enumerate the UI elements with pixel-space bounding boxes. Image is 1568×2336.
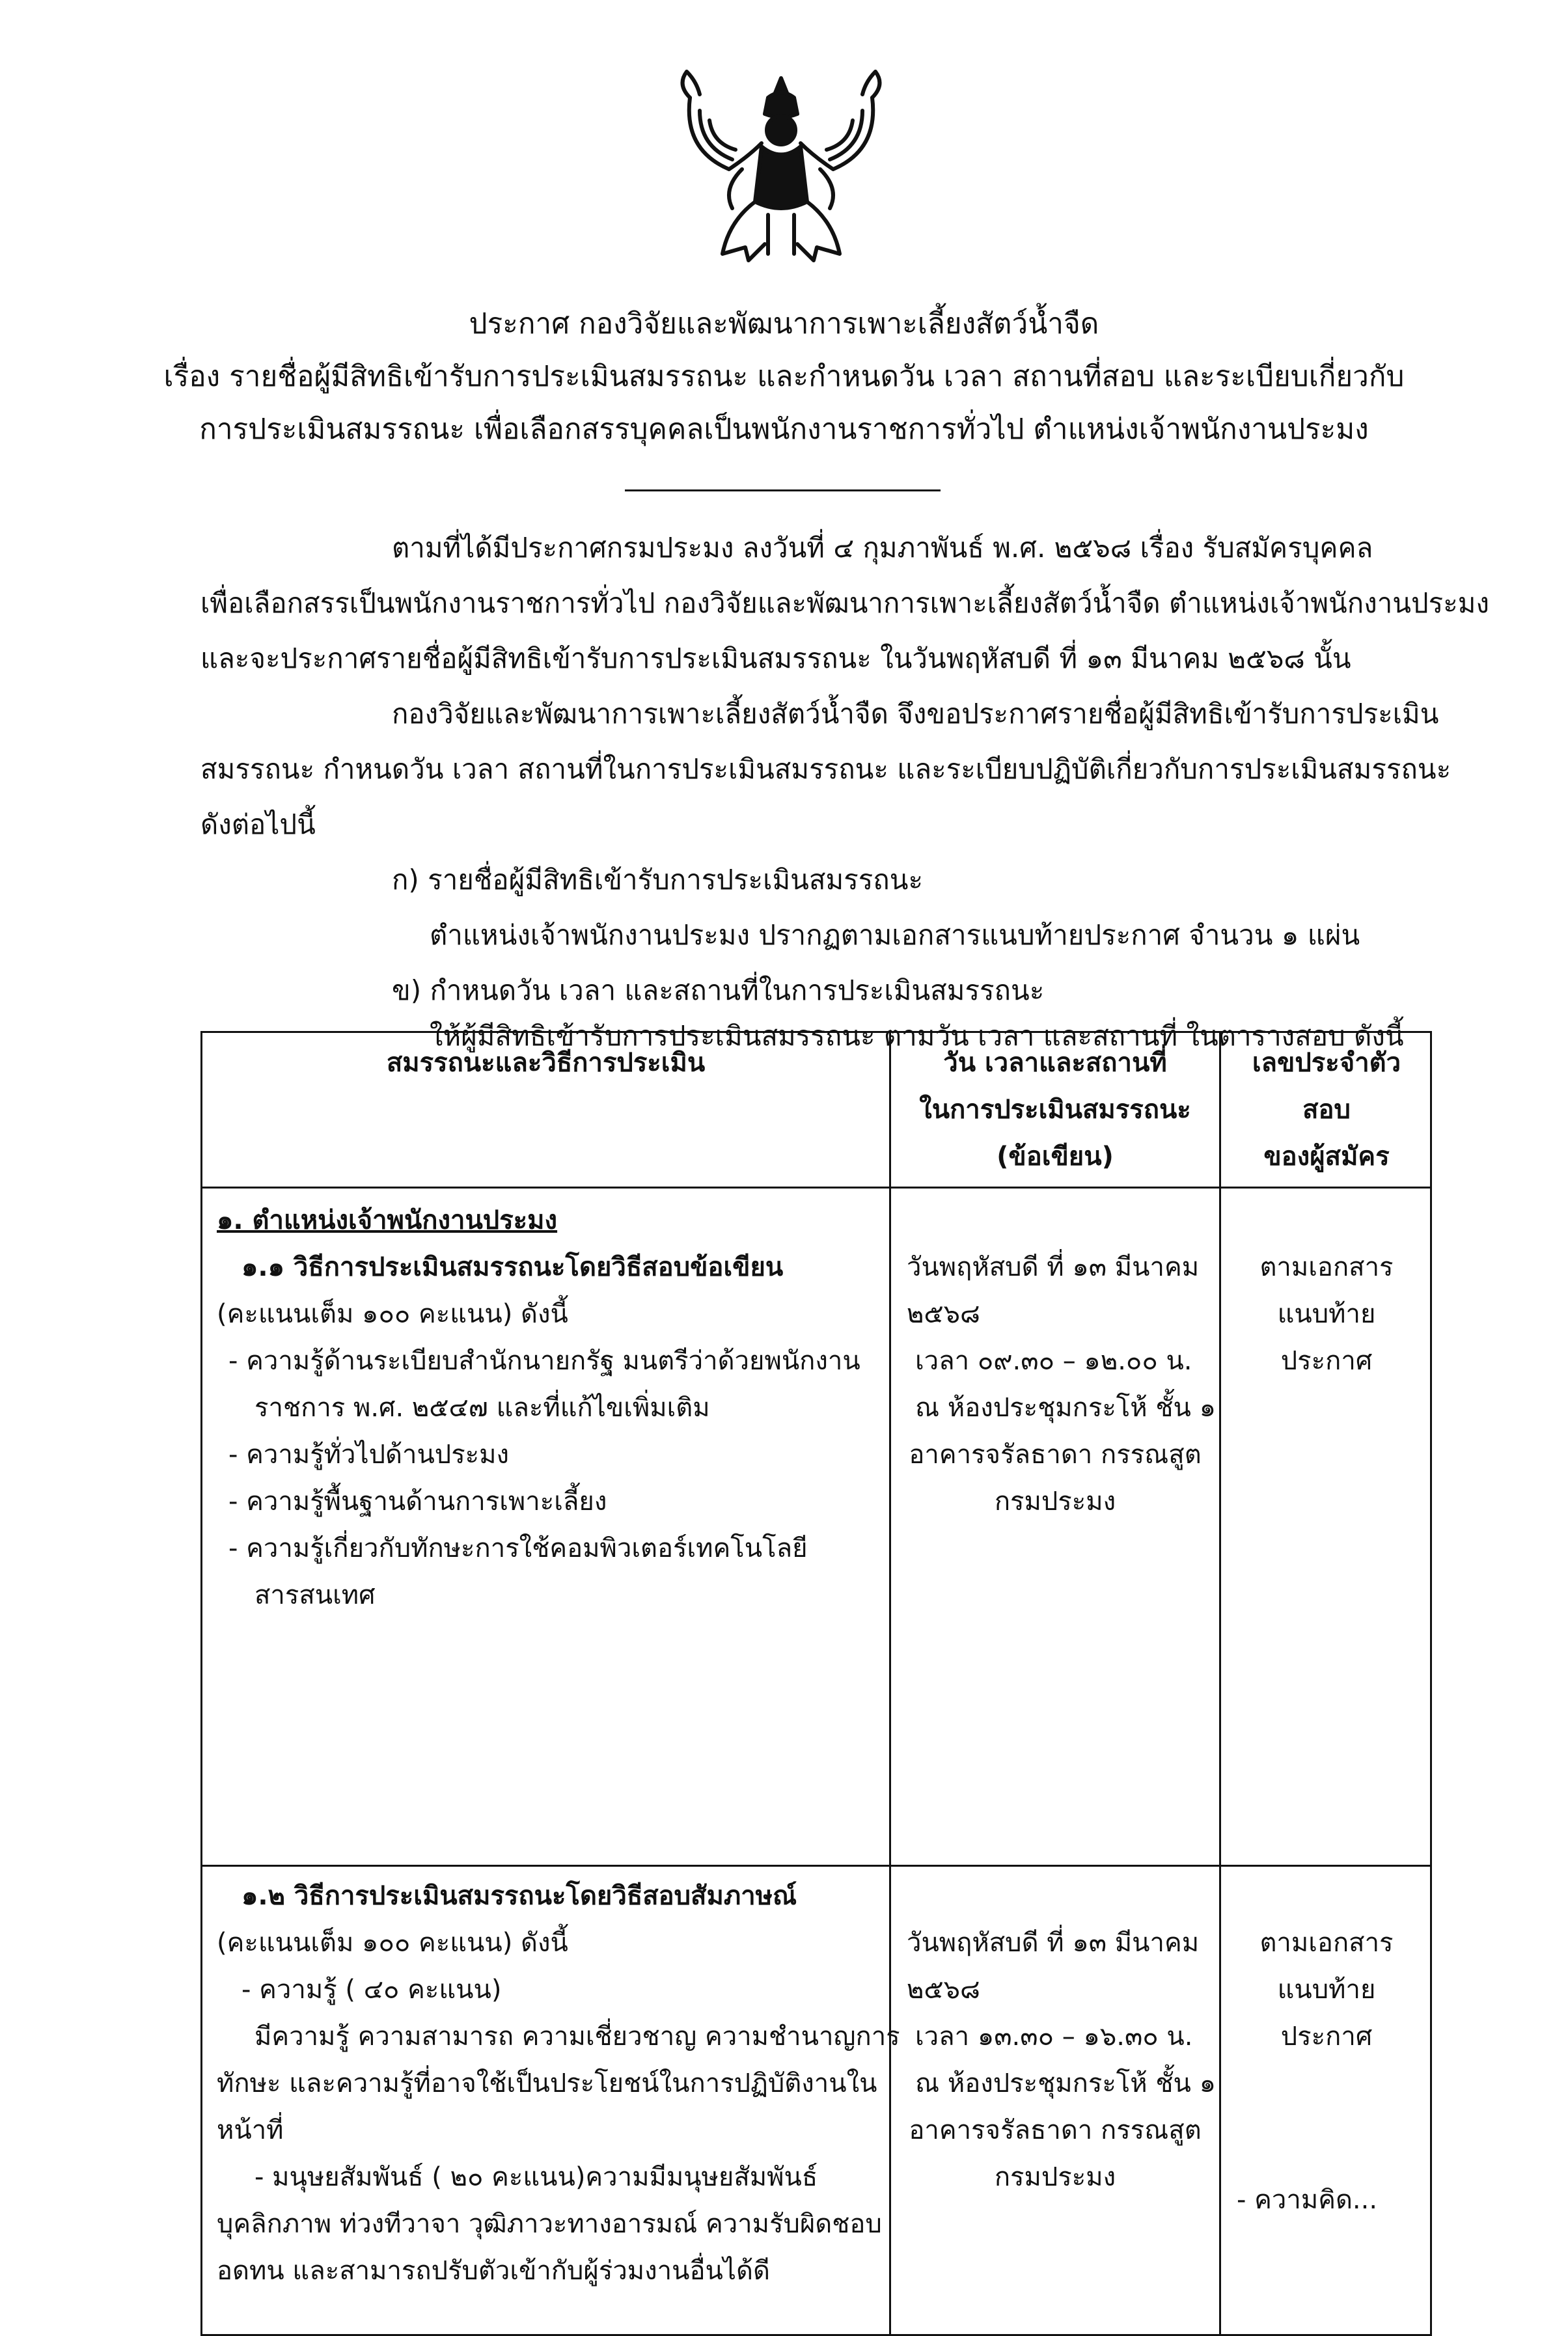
title-divider <box>625 489 941 491</box>
paragraph-1-line-2: เพื่อเลือกสรรเป็นพนักงานราชการทั่วไป กองวิจัยและพัฒนาการเพาะเลี้ยงสัตว์น้ำจืด ตำแหน่งเจ้าพนักงานประมง <box>200 587 1489 619</box>
section-a-text: ตำแหน่งเจ้าพนักงานประมง ปรากฏตามเอกสารแนบท้ายประกาศ จำนวน ๑ แผ่น <box>430 919 1360 951</box>
header-competency-method: สมรรถนะและวิธีการประเมิน <box>386 1048 706 1078</box>
interview-method: ๑.๒ วิธีการประเมินสมรรถนะโดยวิธีสอบสัมภาษณ์ <box>241 1881 797 1911</box>
interview-time: เวลา ๑๓.๓๐ – ๑๖.๓๐ น. <box>915 2022 1193 2052</box>
interview-date: วันพฤหัสบดี ที่ ๑๓ มีนาคม <box>907 1928 1200 1958</box>
written-item-4: - ความรู้เกี่ยวกับทักษะการใช้คอมพิวเตอร์เทคโนโลยี <box>228 1533 808 1563</box>
written-year: ๒๕๖๘ <box>907 1299 980 1329</box>
header-date-place-l1: วัน เวลาและสถานที่ <box>943 1048 1167 1078</box>
written-place-room: ณ ห้องประชุมกระโห้ ชั้น ๑ <box>915 1393 1216 1423</box>
interview-id-l3: ประกาศ <box>1280 2022 1373 2052</box>
written-item-2: - ความรู้ทั่วไปด้านประมง <box>228 1440 510 1470</box>
interview-knowledge-l2: ทักษะ และความรู้ที่อาจใช้เป็นประโยชน์ในการปฏิบัติงานใน <box>217 2068 877 2098</box>
written-id-l3: ประกาศ <box>1280 1346 1373 1376</box>
written-place-building: อาคารจรัลธาดา กรรณสูต <box>909 1440 1202 1470</box>
header-candidate-id-l1: เลขประจำตัว <box>1252 1048 1401 1078</box>
section-b-text: ให้ผู้มีสิทธิเข้ารับการประเมินสมรรถนะ ตามวัน เวลา และสถานที่ ในตารางสอบ ดังนี้ <box>430 1020 1404 1052</box>
table-col-divider-2 <box>1219 1033 1221 2334</box>
written-item-1: - ความรู้ด้านระเบียบสำนักนายกรัฐ มนตรีว่าด้วยพนักงาน <box>228 1346 860 1376</box>
interview-place-room: ณ ห้องประชุมกระโห้ ชั้น ๑ <box>915 2068 1216 2098</box>
announcement-subject: เรื่อง รายชื่อผู้มีสิทธิเข้ารับการประเมินสมรรถนะ และกำหนดวัน เวลา สถานที่สอบ และระเบียบเกี่ยวกับ <box>163 360 1405 393</box>
header-date-place-l2: ในการประเมินสมรรถนะ <box>919 1095 1191 1125</box>
position-title: ๑. ตำแหน่งเจ้าพนักงานประมง <box>217 1205 558 1235</box>
garuda-emblem-icon <box>670 59 892 273</box>
interview-knowledge-l1: มีความรู้ ความสามารถ ความเชี่ยวชาญ ความชำนาญการ <box>254 2022 900 2052</box>
header-candidate-id-l2: สอบ <box>1302 1095 1351 1125</box>
header-date-place-l3: (ข้อเขียน) <box>997 1142 1114 1172</box>
paragraph-1-line-3: และจะประกาศรายชื่อผู้มีสิทธิเข้ารับการประเมินสมรรถนะ ในวันพฤหัสบดี ที่ ๑๓ มีนาคม ๒๕๖๘ นั้น <box>200 642 1351 674</box>
paragraph-1-line-1: ตามที่ได้มีประกาศกรมประมง ลงวันที่ ๔ กุมภาพันธ์ พ.ศ. ๒๕๖๘ เรื่อง รับสมัครบุคคล <box>392 532 1373 564</box>
interview-relations-l3: อดทน และสามารถปรับตัวเข้ากับผู้ร่วมงานอื่นได้ดี <box>217 2256 770 2286</box>
table-header-divider <box>202 1187 1430 1189</box>
written-exam-method: ๑.๑ วิธีการประเมินสมรรถนะโดยวิธีสอบข้อเขียน <box>241 1252 784 1282</box>
interview-relations-l1: - มนุษยสัมพันธ์ ( ๒๐ คะแนน)ความมีมนุษยสัมพันธ์ <box>254 2162 818 2192</box>
interview-place-building: อาคารจรัลธาดา กรรณสูต <box>909 2115 1202 2145</box>
written-date: วันพฤหัสบดี ที่ ๑๓ มีนาคม <box>907 1252 1200 1282</box>
table-row-divider <box>202 1865 1430 1867</box>
interview-score: (คะแนนเต็ม ๑๐๐ คะแนน) ดังนี้ <box>217 1928 568 1958</box>
announcement-subject-cont: การประเมินสมรรถนะ เพื่อเลือกสรรบุคคลเป็นพนักงานราชการทั่วไป ตำแหน่งเจ้าพนักงานประมง <box>199 413 1369 446</box>
section-b-title: ข) กำหนดวัน เวลา และสถานที่ในการประเมินสมรรถนะ <box>392 974 1045 1006</box>
interview-place-dept: กรมประมง <box>994 2162 1116 2192</box>
interview-year: ๒๕๖๘ <box>907 1975 980 2005</box>
interview-id-l1: ตามเอกสาร <box>1259 1928 1394 1958</box>
exam-schedule-table <box>200 1031 1432 2336</box>
written-time: เวลา ๐๙.๓๐ – ๑๒.๐๐ น. <box>915 1346 1192 1376</box>
paragraph-2-line-1: กองวิจัยและพัฒนาการเพาะเลี้ยงสัตว์น้ำจืด จึงขอประกาศรายชื่อผู้มีสิทธิเข้ารับการประเมิน <box>392 698 1439 730</box>
written-exam-score: (คะแนนเต็ม ๑๐๐ คะแนน) ดังนี้ <box>217 1299 568 1329</box>
written-id-l1: ตามเอกสาร <box>1259 1252 1394 1282</box>
interview-knowledge-l3: หน้าที่ <box>217 2115 284 2145</box>
header-candidate-id-l3: ของผู้สมัคร <box>1263 1142 1390 1172</box>
written-item-3: - ความรู้พื้นฐานด้านการเพาะเลี้ยง <box>228 1487 607 1517</box>
paragraph-2-line-2: สมรรถนะ กำหนดวัน เวลา สถานที่ในการประเมินสมรรถนะ และระเบียบปฏิบัติเกี่ยวกับการประเมินสมรรถนะ <box>200 753 1451 785</box>
interview-relations-l2: บุคลิกภาพ ท่วงทีวาจา วุฒิภาวะทางอารมณ์ ความรับผิดชอบ <box>217 2209 882 2239</box>
announcement-title: ประกาศ กองวิจัยและพัฒนาการเพาะเลี้ยงสัตว์น้ำจืด <box>469 307 1099 340</box>
interview-knowledge-title: - ความรู้ ( ๔๐ คะแนน) <box>241 1975 502 2005</box>
written-place-dept: กรมประมง <box>994 1487 1116 1517</box>
section-a-title: ก) รายชื่อผู้มีสิทธิเข้ารับการประเมินสมรรถนะ <box>392 864 924 896</box>
page-continuation: - ความคิด... <box>1237 2185 1378 2215</box>
interview-id-l2: แนบท้าย <box>1277 1975 1376 2005</box>
written-id-l2: แนบท้าย <box>1277 1299 1376 1329</box>
paragraph-2-line-3: ดังต่อไปนี้ <box>200 808 316 840</box>
written-item-1-cont: ราชการ พ.ศ. ๒๕๔๗ และที่แก้ไขเพิ่มเติม <box>254 1393 710 1423</box>
written-item-4-cont: สารสนเทศ <box>254 1580 376 1610</box>
